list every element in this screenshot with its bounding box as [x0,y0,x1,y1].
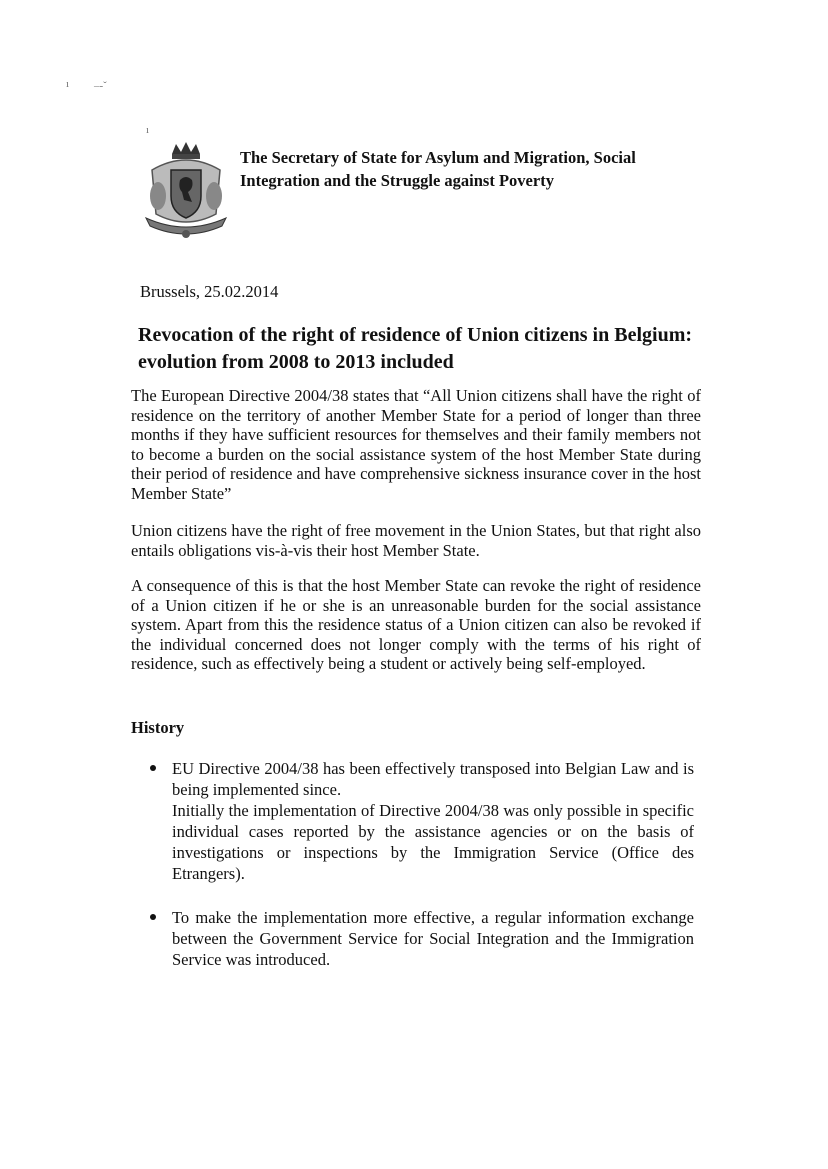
coat-of-arms-icon [138,140,234,242]
paragraph-directive: The European Directive 2004/38 states that “All Union citizens shall have the right of residence on the territory of another Member State for a period of longer than three months if they have sufficient resources for themselves and their family members not to become a burden on the social assistance system of the host Member State during their period of residence and have comprehensive sickness insurance cover in the host Member State” [131,386,701,503]
document-title: Revocation of the right of residence of Union citizens in Belgium: evolution from 2008 to 2013 included [138,324,693,373]
history-heading: History [131,718,185,737]
scan-speck: –‐ˇ [94,80,107,92]
bullet-text: To make the implementation more effective, a regular information exchange between the Government Service for Social Integration and the Immigration Service was introduced. [172,908,694,969]
bullet-icon [150,765,156,771]
paragraph-free-movement: Union citizens have the right of free movement in the Union States, but that right also entails obligations vis-à-vis their host Member State. [131,521,701,560]
scan-speck: ı [146,124,150,136]
bullet-icon [150,914,156,920]
paragraph-revocation: A consequence of this is that the host Member State can revoke the right of residence of a Union citizen if he or she is an unreasonable burden for the social assistance system. Apart from this the residence status of a Union citizen can also be revoked if the individual concerned does not longer comply with the terms of his right of residence, such as effectively being a student or actively being self-employed. [131,576,701,673]
letterhead-title: The Secretary of State for Asylum and Migration, Social Integration and the Struggle against Poverty [240,148,636,190]
history-list [148,758,694,970]
bullet-text: Initially the implementation of Directive 2004/38 was only possible in specific individual cases reported by the assistance agencies or on the basis of investigations or inspections by the Immigration Service (Office des Etrangers). [172,801,694,883]
scan-speck: ı [66,78,70,90]
list-item [148,907,694,970]
bullet-text: EU Directive 2004/38 has been effectively transposed into Belgian Law and is being implemented since. [172,759,694,799]
date-line: Brussels, 25.02.2014 [140,282,279,301]
list-item [148,758,694,884]
